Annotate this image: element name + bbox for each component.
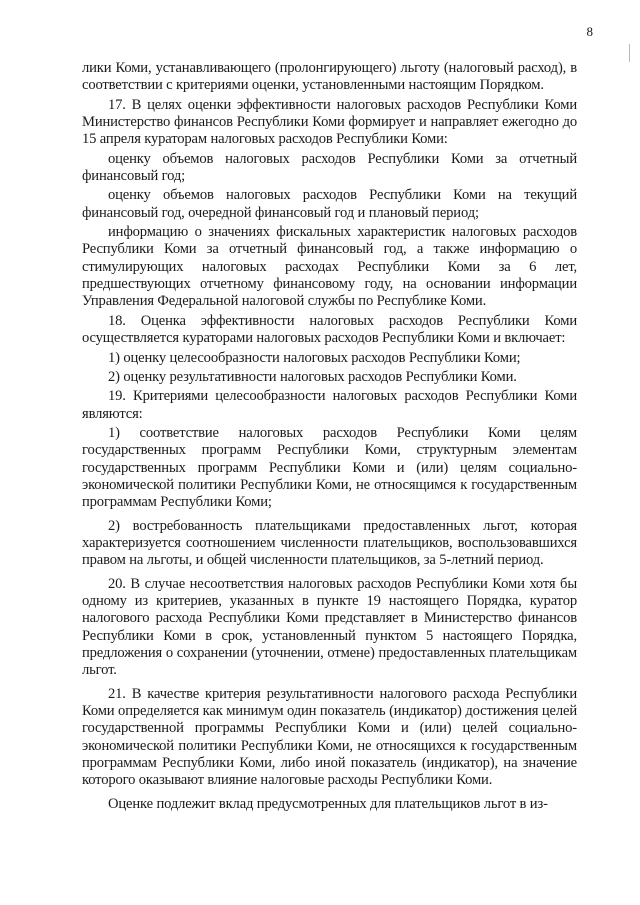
paragraph-19-item-2: 2) востребованность плательщиками предоставленных льгот, которая характеризуется соотношением численности плательщиков, воспользовавшихся правом на льготы, и общей численности плательщиков, за 5-летний период. [82,517,577,569]
paragraph-17-item-3: информацию о значениях фискальных характеристик налоговых расходов Республики Коми за отчетный финансовый год, а также информацию о стимулирующих налоговых расходах Республики Коми за 6 лет, предшествующих отчетному финансовому году, на основании информации Управления Федеральной налоговой службы по Республике Коми. [82,224,577,310]
paragraph-21: 21. В качестве критерия результативности налогового расхода Республики Коми определяется как минимум один показатель (индикатор) достижения целей государственной программы Республики Коми и (или) целей социально-экономической политики Республики Коми, не относящихся к государственным программам Республики Коми, либо иной показатель (индикатор), на значение которого оказывают влияние налоговые расходы Республики Коми. [82,685,577,789]
paragraph-19-item-1: 1) соответствие налоговых расходов Республики Коми целям государственных программ Республики Коми, структурным элементам государственных программ Республики Коми и (или) целям социально-экономической политики Республики Коми, не относящимся к государственным программам Республики Коми; [82,424,577,511]
document-body [82,60,577,815]
paragraph-19: 19. Критериями целесообразности налоговых расходов Республики Коми являются: [82,388,577,422]
paragraph-21-continuation: Оценке подлежит вклад предусмотренных для плательщиков льгот в из- [108,795,548,812]
paragraph-17: 17. В целях оценки эффективности налоговых расходов Республики Коми Министерство финансов Республики Коми формирует и направляет ежегодно до 15 апреля кураторам налоговых расходов Республики Коми: [82,96,577,148]
paragraph-18: 18. Оценка эффективности налоговых расходов Республики Коми осуществляется кураторами налоговых расходов Республики Коми и включает: [82,312,577,347]
paragraph-20: 20. В случае несоответствия налоговых расходов Республики Коми хотя бы одному из критериев, указанных в пункте 19 настоящего Порядка, куратор налогового расхода Республики Коми представляет в Министерство финансов Республики Коми в срок, установленный пунктом 5 настоящего Порядка, предложения о сохранении (уточнении, отмене) предоставленных плательщикам льгот. [82,575,577,679]
paragraph-17-item-2: оценку объемов налоговых расходов Республики Коми на текущий финансовый год, очередной финансовый год и плановый период; [82,187,577,221]
paragraph-continuation: лики Коми, устанавливающего (пролонгирующего) льготу (налоговый расход), в соответствии с критериями оценки, установленными настоящим Порядком. [82,60,577,94]
scan-edge-mark [629,44,630,62]
paragraph-17-item-1: оценку объемов налоговых расходов Республики Коми за отчетный финансовый год; [82,150,577,185]
paragraph-18-item-1: 1) оценку целесообразности налоговых расходов Республики Коми; [108,349,521,366]
paragraph-18-item-2: 2) оценку результативности налоговых расходов Республики Коми. [108,368,517,385]
page-number: 8 [586,24,593,39]
